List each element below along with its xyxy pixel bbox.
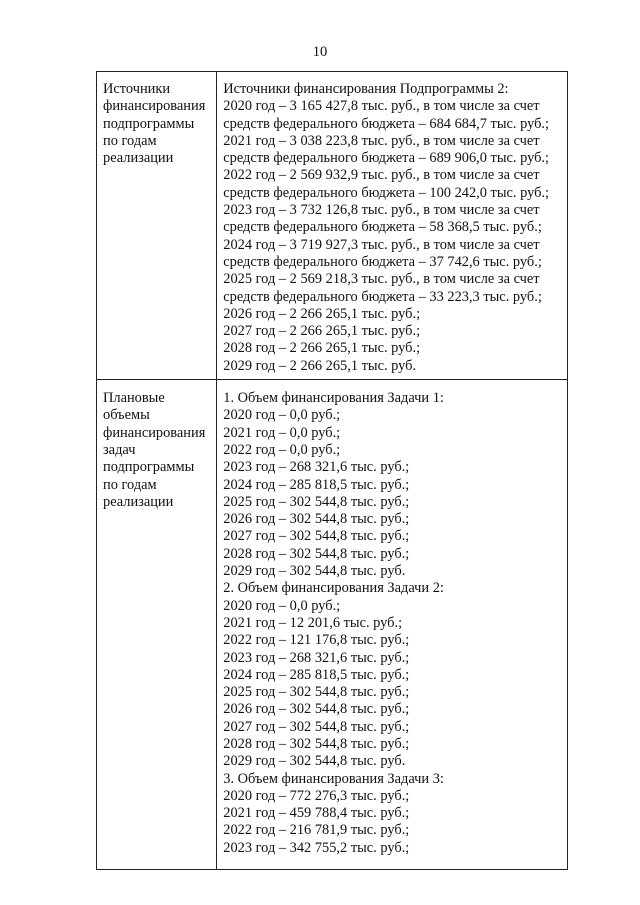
text-line: 2023 год – 3 732 126,8 тыс. руб., в том числе за счет	[223, 202, 540, 219]
text-line: Источники финансирования Подпрограммы 2:	[223, 81, 509, 97]
text-line: 2027 год – 302 544,8 тыс. руб.;	[223, 718, 410, 735]
text-line: 2021 год – 0,0 руб.;	[223, 424, 341, 441]
planned-volumes-cell	[217, 380, 568, 870]
text-line: 2024 год – 3 719 927,3 тыс. руб., в том числе за счет	[223, 236, 540, 253]
text-line: 2023 год – 342 755,2 тыс. руб.;	[223, 839, 410, 856]
text-line: 2025 год – 302 544,8 тыс. руб.;	[223, 684, 410, 701]
table-row	[97, 72, 568, 380]
text-line: 2021 год – 3 038 223,8 тыс. руб., в том числе за счет	[223, 132, 540, 149]
text-line: средств федерального бюджета – 689 906,0 тыс. руб.;	[223, 150, 550, 167]
text-line: 2. Объем финансирования Задачи 2:	[223, 580, 444, 597]
text-line: средств федерального бюджета – 58 368,5 тыс. руб.;	[223, 219, 542, 236]
text-line: 1. Объем финансирования Задачи 1:	[223, 390, 444, 407]
text-line: 2029 год – 302 544,8 тыс. руб.	[223, 563, 406, 580]
text-line: 2028 год – 302 544,8 тыс. руб.;	[223, 545, 410, 562]
text-line: 2022 год – 2 569 932,9 тыс. руб., в том числе за счет	[223, 167, 540, 184]
text-line: 2024 год – 285 818,5 тыс. руб.;	[223, 476, 410, 493]
text-line: 2022 год – 121 176,8 тыс. руб.;	[223, 632, 410, 649]
text-line: 3. Объем финансирования Задачи 3:	[223, 770, 444, 787]
text-line: 2020 год – 3 165 427,8 тыс. руб., в том числе за счет	[223, 98, 540, 115]
text-line: 2021 год – 459 788,4 тыс. руб.;	[223, 805, 410, 822]
financing-sources-cell	[217, 72, 568, 380]
page-number: 10	[312, 44, 328, 60]
text-line: 2025 год – 2 569 218,3 тыс. руб., в том числе за счет	[223, 271, 540, 288]
text-line: средств федерального бюджета – 33 223,3 тыс. руб.;	[223, 288, 542, 305]
text-line: 2026 год – 302 544,8 тыс. руб.;	[223, 701, 410, 718]
row-label-financing-sources: Источники финансирования подпрограммы по годам реализации	[97, 72, 217, 380]
text-line: 2028 год – 2 266 265,1 тыс. руб.;	[223, 340, 421, 357]
text-line: 2024 год – 285 818,5 тыс. руб.;	[223, 666, 410, 683]
text-line: 2027 год – 2 266 265,1 тыс. руб.;	[223, 323, 421, 340]
financing-table	[96, 71, 568, 870]
text-line: 2020 год – 0,0 руб.;	[223, 597, 341, 614]
text-line: 2023 год – 268 321,6 тыс. руб.;	[223, 459, 410, 476]
text-line: 2022 год – 0,0 руб.;	[223, 441, 341, 458]
text-line: средств федерального бюджета – 37 742,6 тыс. руб.;	[223, 253, 542, 270]
text-line: 2027 год – 302 544,8 тыс. руб.;	[223, 528, 410, 545]
text-line: 2020 год – 0,0 руб.;	[223, 407, 341, 424]
text-line: 2022 год – 216 781,9 тыс. руб.;	[223, 822, 410, 839]
text-line: 2021 год – 12 201,6 тыс. руб.;	[223, 614, 403, 631]
text-line: 2026 год – 302 544,8 тыс. руб.;	[223, 511, 410, 528]
text-line: средств федерального бюджета – 684 684,7 тыс. руб.;	[223, 115, 550, 132]
table-row	[97, 380, 568, 870]
row-label-planned-volumes: Плановые объемы финансирования задач подпрограммы по годам реализации	[97, 380, 217, 870]
text-line: 2020 год – 772 276,3 тыс. руб.;	[223, 787, 410, 804]
text-line: 2029 год – 302 544,8 тыс. руб.	[223, 753, 406, 770]
text-line: 2028 год – 302 544,8 тыс. руб.;	[223, 735, 410, 752]
text-line: 2023 год – 268 321,6 тыс. руб.;	[223, 649, 410, 666]
text-line: 2026 год – 2 266 265,1 тыс. руб.;	[223, 305, 421, 322]
text-line: средств федерального бюджета – 100 242,0 тыс. руб.;	[223, 184, 550, 201]
text-line: 2025 год – 302 544,8 тыс. руб.;	[223, 493, 410, 510]
text-line: 2029 год – 2 266 265,1 тыс. руб.	[223, 357, 417, 374]
